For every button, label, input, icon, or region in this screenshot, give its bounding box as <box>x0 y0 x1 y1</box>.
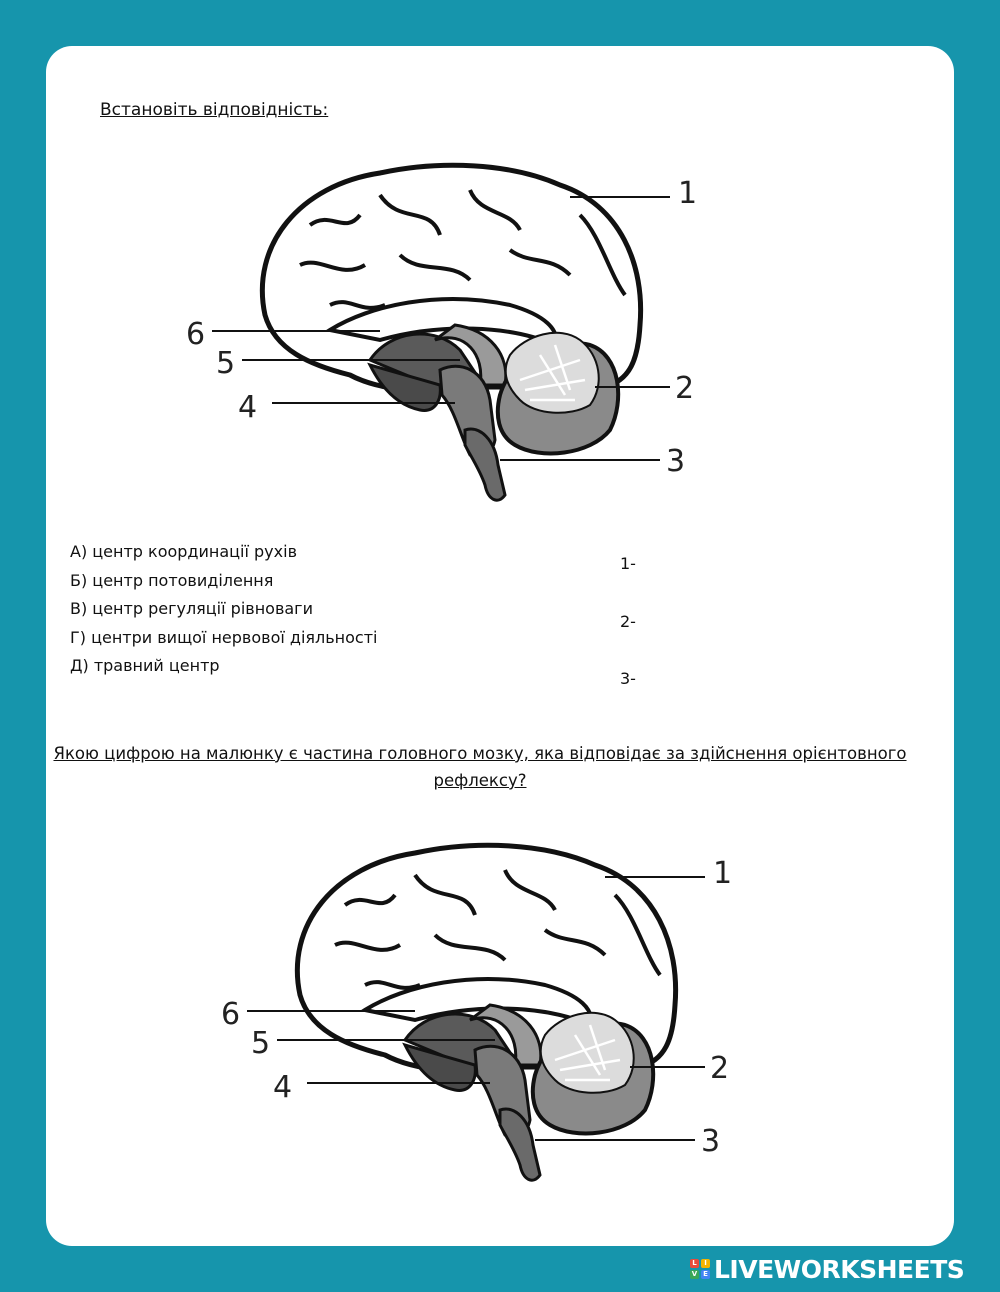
logo-text: LIVEWORKSHEETS <box>714 1254 965 1284</box>
diagram1-label-4: 4 <box>238 390 258 425</box>
option-g: Г) центри вищої нервової діяльності <box>70 627 378 647</box>
diagram1-label-5: 5 <box>216 346 236 381</box>
option-v: В) центр регуляції рівноваги <box>70 599 313 618</box>
diagram1-label-6: 6 <box>186 317 206 352</box>
answer-list <box>620 552 636 725</box>
diagram1-label-1: 1 <box>678 176 698 211</box>
diagram2-label-6: 6 <box>221 997 241 1032</box>
logo-letter-i: I <box>701 1259 710 1268</box>
logo-mark-icon <box>690 1259 710 1279</box>
diagram2-label-5: 5 <box>251 1026 271 1061</box>
logo-letter-v: V <box>691 1270 698 1278</box>
question-text <box>46 740 914 794</box>
options-list <box>70 538 378 681</box>
diagram2-label-2: 2 <box>710 1051 730 1086</box>
logo-letter-l: L <box>690 1259 699 1268</box>
diagram2-label-3: 3 <box>701 1124 721 1159</box>
option-d: Д) травний центр <box>70 656 220 675</box>
question-line-1: Якою цифрою на малюнку є частина головного мозку, яка відповідає за здійснення орієнтовного <box>53 744 907 763</box>
diagram2-label-4: 4 <box>273 1070 293 1105</box>
diagram2-label-1: 1 <box>713 856 733 891</box>
diagram1-label-3: 3 <box>666 444 686 479</box>
answer-2[interactable]: 2- <box>620 611 636 631</box>
brain-diagram-2 <box>215 835 755 1190</box>
question-line-2: рефлексу? <box>433 771 527 790</box>
logo-letter-e: E <box>701 1270 710 1279</box>
liveworksheets-logo <box>690 1254 964 1284</box>
brain-diagram-1 <box>180 155 720 510</box>
worksheet-title: Встановіть відповідність: <box>100 100 329 120</box>
diagram1-label-2: 2 <box>675 371 695 406</box>
brain-drawing <box>297 845 675 1180</box>
option-b: Б) центр потовиділення <box>70 570 274 590</box>
brain-drawing <box>262 165 640 500</box>
option-a: А) центр координації рухів <box>70 542 297 561</box>
answer-3[interactable]: 3- <box>620 669 636 688</box>
answer-1[interactable]: 1- <box>620 554 636 573</box>
